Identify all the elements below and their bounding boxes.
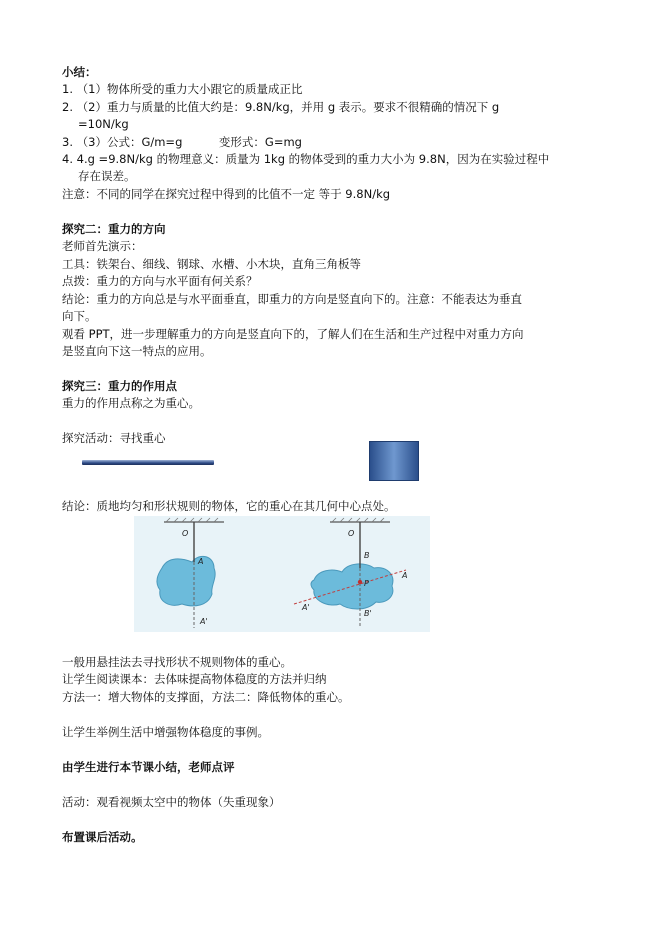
summary-item-2-cont: =10N/kg [78, 117, 129, 131]
right-label-a-prime: A' [302, 603, 310, 612]
closing-activity: 活动：观看视频太空中的物体（失重现象） [62, 795, 281, 809]
explore2-line-2: 工具：铁架台、细线、钢球、水槽、小木块，直角三角板等 [62, 257, 361, 271]
summary-item-4: 4. 4.g =9.8N/kg 的物理意义：质量为 1kg 的物体受到的重力大小为 9.8N，因为在实验过程中 [62, 152, 550, 166]
explore3-conclusion: 结论：质地均匀和形状规则的物体，它的重心在其几何中心点处。 [62, 499, 396, 513]
explore3-after-2: 让学生阅读课本：去体味提高物体稳度的方法并归纳 [62, 672, 327, 686]
left-label-a-prime: A' [200, 617, 208, 626]
explore2-line-6: 观看 PPT，进一步理解重力的方向是竖直向下的，了解人们在生活和生产过程中对重力方向 [62, 327, 524, 341]
explore2-line-4: 结论：重力的方向总是与水平面垂直，即重力的方向是竖直向下的。注意：不能表达为垂直 [62, 292, 522, 306]
suspension-diagram [134, 516, 430, 632]
closing-student-summary: 由学生进行本节课小结，老师点评 [62, 760, 235, 774]
explore3-heading: 探究三：重力的作用点 [62, 379, 177, 393]
explore2-line-5: 向下。 [62, 309, 97, 323]
explore2-line-1: 老师首先演示： [62, 239, 143, 253]
summary-heading: 小结： [62, 65, 97, 79]
right-label-o: O [348, 529, 355, 538]
explore3-after-1: 一般用悬挂法去寻找形状不规则物体的重心。 [62, 655, 292, 669]
explore2-heading: 探究二：重力的方向 [62, 222, 166, 236]
explore2-line-7: 是竖直向下这一特点的应用。 [62, 344, 212, 358]
explore2-line-3: 点拨：重力的方向与水平面有何关系？ [62, 274, 258, 288]
explore3-examples: 让学生举例生活中增强物体稳度的事例。 [62, 725, 269, 739]
thin-rod-image [82, 460, 214, 465]
right-label-p: P [364, 579, 369, 588]
square-block-image [369, 441, 419, 481]
left-irregular-object [157, 556, 215, 606]
suspension-method-figure [134, 516, 430, 632]
summary-item-1: 1. （1）物体所受的重力大小跟它的质量成正比 [62, 82, 303, 96]
center-of-gravity-point [358, 580, 362, 584]
explore3-after-3: 方法一：增大物体的支撑面，方法二：降低物体的重心。 [62, 690, 350, 704]
closing-homework: 布置课后活动。 [62, 830, 143, 844]
summary-item-4-cont: 存在误差。 [78, 169, 136, 183]
explore3-activity: 探究活动：寻找重心 [62, 431, 166, 445]
left-label-o: O [182, 529, 189, 538]
right-label-b-prime: B' [364, 609, 372, 618]
summary-item-2: 2. （2）重力与质量的比值大约是：9.8N/kg，并用 g 表示。要求不很精确的情况下 g [62, 100, 500, 114]
summary-note: 注意：不同的同学在探究过程中得到的比值不一定 等于 9.8N/kg [62, 187, 391, 201]
summary-item-3: 3. （3）公式：G/m=g 变形式：G=mg [62, 135, 302, 149]
explore3-intro: 重力的作用点称之为重心。 [62, 396, 200, 410]
right-label-b: B [364, 551, 370, 560]
right-label-a: A [402, 571, 408, 580]
left-label-a: A [198, 557, 204, 566]
